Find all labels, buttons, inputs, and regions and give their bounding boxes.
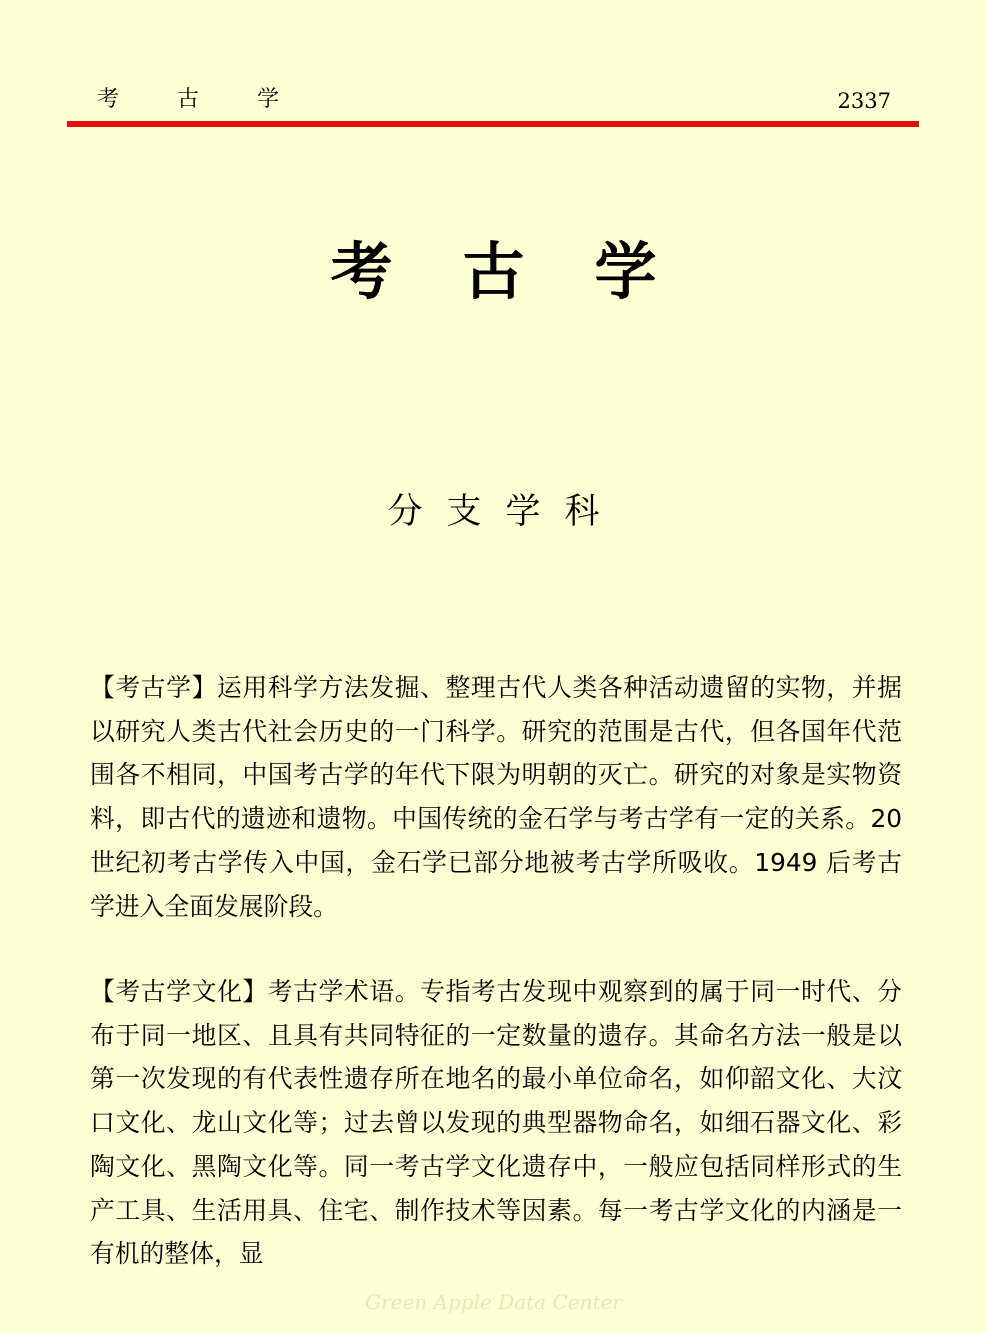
watermark: Green Apple Data Center (365, 1290, 622, 1314)
page-number: 2337 (837, 89, 891, 113)
running-head-title: 考古学 (97, 87, 338, 112)
entry-term: 【考古学文化】 (90, 977, 268, 1006)
entry-definition: 运用科学方法发掘、整理古代人类各种活动遗留的实物，并据以研究人类古代社会历史的一门科学。研究的范围是古代，但各国年代范围各不相同，中国考古学的年代下限为明朝的灭亡。研究的对象是实物资料，即古代的遗迹和遗物。中国传统的金石学与考古学有一定的关系。20 世纪初考古学传入中国，金石学已部分地被考古学所吸收。1949 后考古学进入全面发展阶段。 (90, 673, 902, 921)
section-title: 分支学科 (387, 492, 624, 532)
entry-definition: 考古学术语。专指考古发现中观察到的属于同一时代、分布于同一地区、且具有共同特征的一定数量的遗存。其命名方法一般是以第一次发现的有代表性遗存所在地名的最小单位命名，如仰韶文化、大汶口文化、龙山文化等；过去曾以发现的典型器物命名，如细石器文化、彩陶文化、黑陶文化等。同一考古学文化遗存中，一般应包括同样形式的生产工具、生活用具、住宅、制作技术等因素。每一考古学文化的内涵是一有机的整体，显 (90, 977, 902, 1269)
entry-term: 【考古学】 (90, 673, 217, 702)
entry-kaoguxue-wenhua (90, 970, 902, 1276)
page-title: 考古学 (330, 235, 727, 308)
header-rule (67, 121, 919, 127)
entry-kaoguxue (90, 666, 902, 928)
